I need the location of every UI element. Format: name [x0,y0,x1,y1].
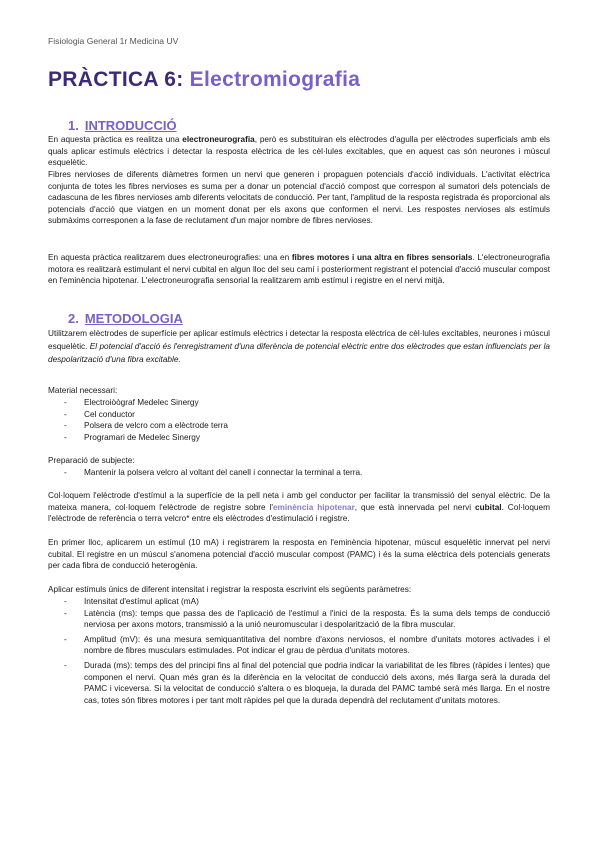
list-item: - Polsera de velcro com a elèctrode terra [48,420,550,432]
section-number: 2. [68,311,79,326]
running-header: Fisiologia General 1r Medicina UV [48,36,179,46]
bold-term: electroneurografia [182,135,255,144]
metod-paragraph-2 [48,490,550,525]
list-item: - Programari de Medelec Sinergy [48,432,550,444]
preparation-list [48,467,550,479]
text-run: . Col·loquem l'elèctrode de referència o terra velcro* entre els elèctrodes d'estimulació i registre. [48,502,550,524]
intro-paragraph-1 [48,134,550,169]
bold-term: fibres motores i una altra en fibres sensorials [291,253,473,262]
list-item: - Intensitat d'estímul aplicat (mA) [48,596,550,608]
list-item: - Electroiòògraf Medelec Sinergy [48,397,550,409]
text-run: Utilitzarem elèctrodes de superfície per aplicar estímuls elèctrics i detectar la resposta elèctrica de cèl·lules excitables, neurones i múscul esquelètic. [48,329,550,351]
preparation-label: Preparació de subjecte: [48,456,135,465]
material-list [48,397,550,443]
highlighted-term: eminència hipotenar [272,502,355,512]
list-item: - Durada (ms): temps des del principi fins al final del potencial que podria indicar la variabilitat de les fibres (ràpides i lentes) que componen el nervi. Quan més gran és la diferència en la velocitat de conducció dels axons, més llarga serà la durada del PAMC i viceversa. Si la velocitat de conducció s'altera o es bloqueja, la durada del PAMC també serà més llarga. En el nostre cas, totes són fibres motores i per tant molt ràpides pel que la durada dependrà del reclutament d'unitats motores. [48,660,550,706]
section-label: METODOLOGIA [84,311,183,326]
metod-paragraph-1 [48,327,550,366]
metod-paragraph-4: Aplicar estímuls únics de diferent intensitat i registrar la resposta escrivint els següents paràmetres: [48,585,412,594]
text-run: , però es substituiran els elèctrodes d'agulla per elèctrodes superficials amb els quals aplicar estímuls elèctrics i detectar la resposta elèctrica de les cèl·lules excitables, que en aquest cas són neurones i múscul esquelètic. [48,135,550,168]
text-run: En aquesta pràctica es realitza una [48,135,183,144]
material-label: Material necessari: [48,386,118,395]
page-title [48,68,360,92]
list-item: - Mantenir la polsera velcro al voltant del canell i connectar la terminal a terra. [48,467,550,479]
italic-definition: El potencial d'acció és l'enregistrament d'una diferència de potencial elèctric entre dos elèctrodes que estan influenciats per la despolarització d'una fibra excitable. [48,342,551,364]
text-run: . L'electroneurografia motora es realitzarà estimulant el nervi cubital en algun lloc del seu camí i posteriorment registrant el potencial d'acció muscular compost en l'eminència hipotenar. L'electroneurografia sensorial la realitzarem amb estímul i registre en el nervi mitjà. [48,253,551,286]
list-item: - Cel conductor [48,409,550,421]
section-heading-metodologia [68,311,183,326]
section-heading-introduccio [68,118,177,133]
text-run: En aquesta pràctica realitzarem dues electroneurografies: una en [48,253,292,262]
text-run: , que està innervada pel nervi [354,502,475,512]
text-run: Col·loquem l'elèctrode d'estímul a la superfície de la pell neta i amb gel conductor per facilitar la transmissió del senyal elèctric. De la mateixa manera, col·loquem l'elèctrode de registre sobre l' [48,491,550,512]
intro-paragraph-2: Fibres nervioses de diferents diàmetres formen un nervi que generen i propaguen potencials d'acció individuals. L'activitat elèctrica conjunta de totes les fibres nervioses es suma per a donar un potencial d'acció compost que correspon al sumatori dels potencials de cadascuna de les fibres nervioses amb diferents velocitats de conducció. Per tant, l'amplitud de la resposta registrada és proporcional als potencials d'acció que viatgen en un moment donat per els axons que conformen el nervi. Les respostes nervioses als estímuls submàxims corresponen a la fase de reclutament d'un major nombre de fibres nervioses. [48,170,550,226]
list-item: - Amplitud (mV): és una mesura semiquantitativa del nombre d'axons nerviosos, el nombre d'unitats motores activades i el nombre de fibres musculars estimulades. Pot indicar el grau de pèrdua d'unitats motores. [48,634,550,657]
list-item: - Latència (ms): temps que passa des de l'aplicació de l'estímul a l'inici de la resposta. És la suma dels temps de conducció nerviosa per axons motors, transmissió a la unió neuromuscular i despolarització de la fibra muscular. [48,608,550,631]
parameter-list [48,596,550,706]
section-label: INTRODUCCIÓ [84,118,177,133]
title-prefix: PRÀCTICA 6: [48,68,190,91]
title-accent: Electromiografia [189,68,361,91]
section-number: 1. [68,118,79,133]
intro-paragraph-3 [48,252,550,287]
metod-paragraph-3: En primer lloc, aplicarem un estímul (10 mA) i registrarem la resposta en l'eminència hipotenar, múscul esquelètic innervat pel nervi cubital. El registre en un múscul s'anomena potencial d'acció muscular compost (PAMC) i és la suma elèctrica dels potencials generats per cada fibra de conducció heterogènia. [48,538,550,571]
bold-term: cubital [475,502,502,512]
